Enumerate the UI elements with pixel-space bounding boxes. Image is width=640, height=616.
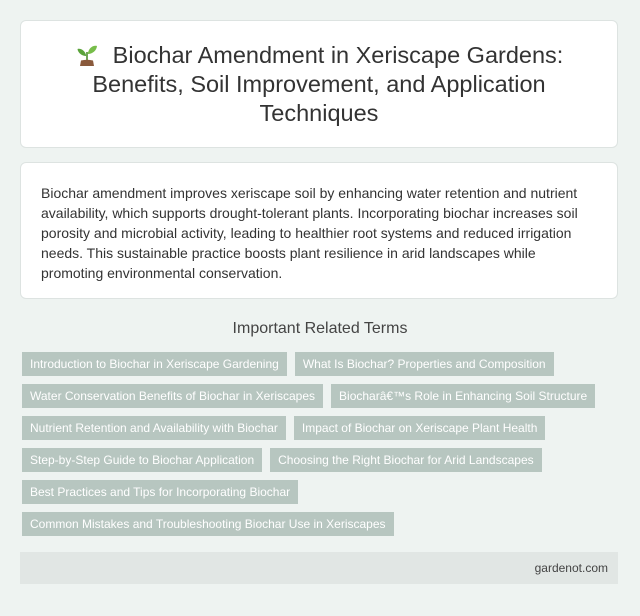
footer: [20, 552, 618, 584]
summary-text: Biochar amendment improves xeriscape soil by enhancing water retention and nutrient availability, which supports drought-tolerant plants. Incorporating biochar increases soil porosity and microbial activity, leading to healthier root systems and reduced irrigation needs. This sustainable practice boosts plant resilience in arid landscapes while promoting environmental conservation.: [41, 185, 578, 281]
term-tag-nutrient-retention[interactable]: Nutrient Retention and Availability with Biochar: [22, 416, 286, 440]
page-title-text: Biochar Amendment in Xeriscape Gardens: Benefits, Soil Improvement, and Application Techniques: [92, 41, 564, 126]
related-terms-heading: Important Related Terms: [232, 320, 408, 337]
term-tag-choosing-biochar[interactable]: Choosing the Right Biochar for Arid Landscapes: [270, 448, 542, 472]
term-tag-plant-health[interactable]: Impact of Biochar on Xeriscape Plant Health: [294, 416, 545, 440]
summary-card: [20, 162, 618, 299]
seedling-icon: [75, 42, 99, 66]
term-tag-what-is[interactable]: What Is Biochar? Properties and Composition: [295, 352, 554, 376]
term-tag-soil-structure[interactable]: Biocharâ€™s Role in Enhancing Soil Structure: [331, 384, 595, 408]
term-tag-application-guide[interactable]: Step-by-Step Guide to Biochar Application: [22, 448, 262, 472]
page-title: [51, 41, 587, 128]
term-tag-best-practices[interactable]: Best Practices and Tips for Incorporating Biochar: [22, 480, 298, 504]
title-card: [20, 20, 618, 148]
footer-site-link[interactable]: gardenot.com: [534, 561, 608, 575]
related-terms-list: [22, 352, 622, 536]
term-tag-water-conservation[interactable]: Water Conservation Benefits of Biochar in Xeriscapes: [22, 384, 323, 408]
term-tag-intro[interactable]: Introduction to Biochar in Xeriscape Gardening: [22, 352, 287, 376]
term-tag-common-mistakes[interactable]: Common Mistakes and Troubleshooting Biochar Use in Xeriscapes: [22, 512, 394, 536]
